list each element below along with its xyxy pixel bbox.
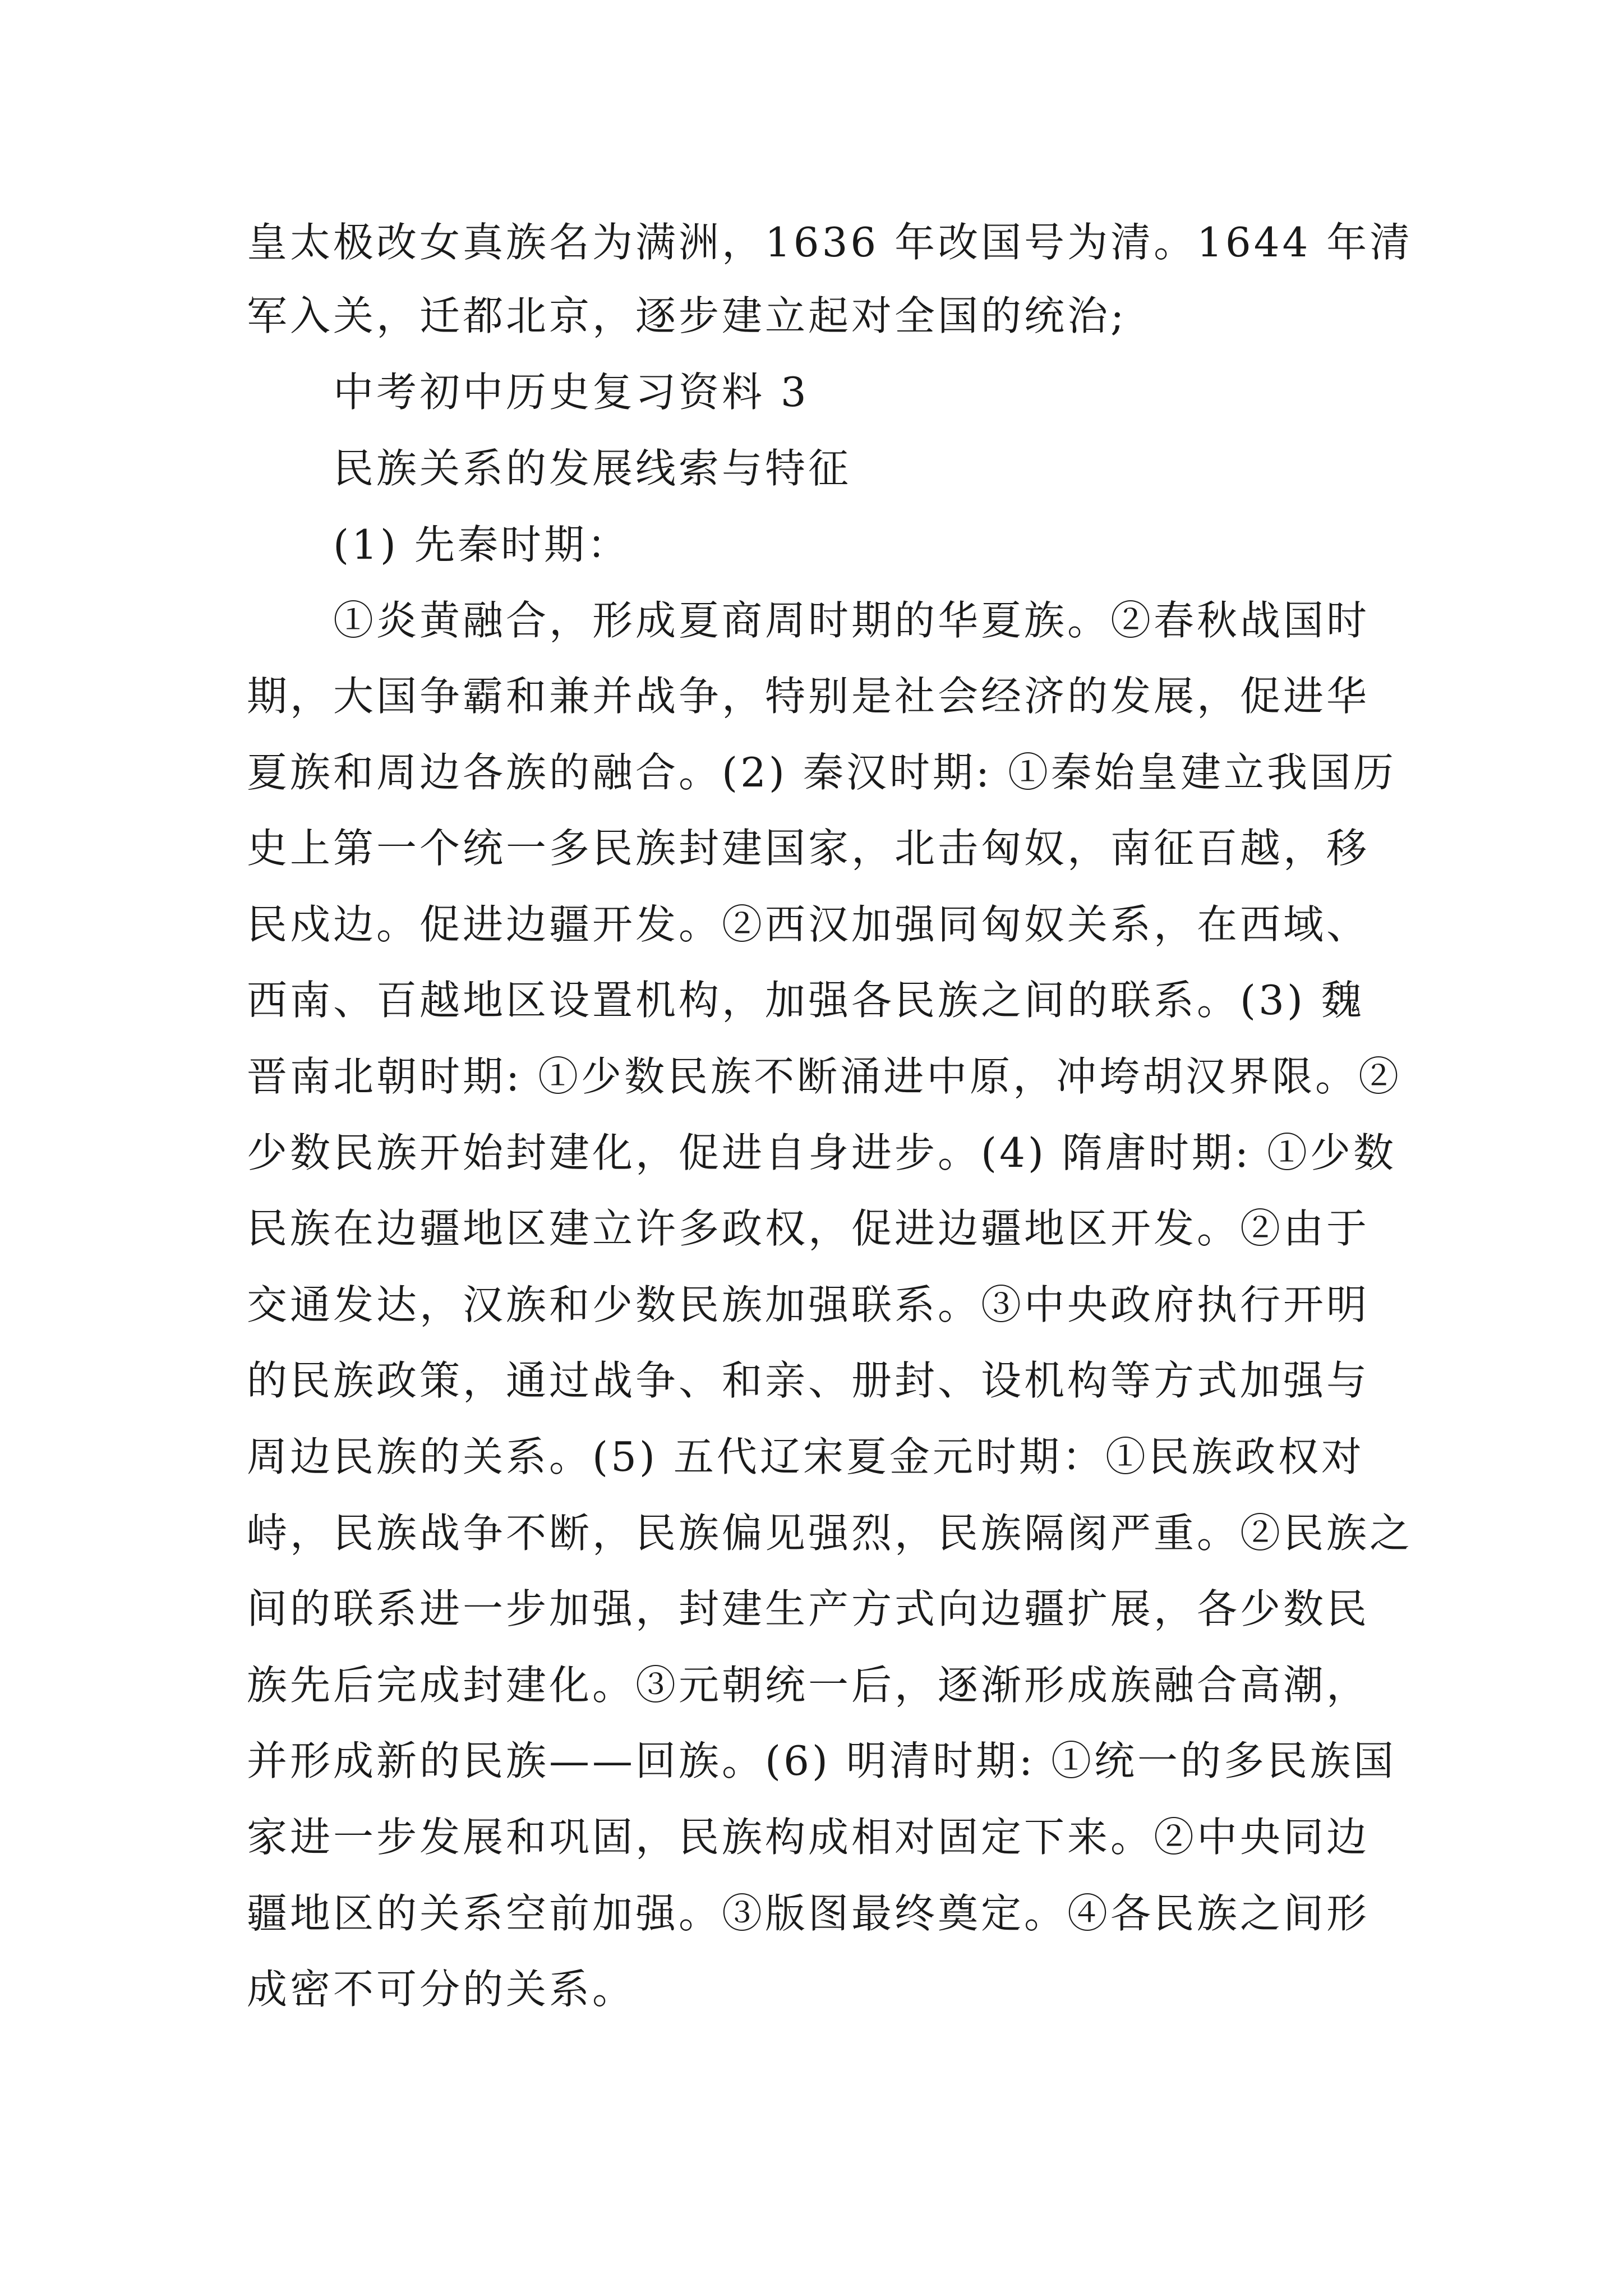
text-line: 皇太极改女真族名为满洲，1636 年改国号为清。1644 年清 [247,219,1413,266]
text-line: 间的联系进一步加强，封建生产方式向边疆扩展，各少数民 [247,1585,1370,1632]
text-line: 少数民族开始封建化，促进自身进步。(4) 隋唐时期: ①少数 [247,1129,1397,1176]
text-line: ①炎黄融合，形成夏商周时期的华夏族。②春秋战国时 [333,597,1370,644]
text-line: 交通发达，汉族和少数民族加强联系。③中央政府执行开明 [247,1281,1370,1328]
section-title: 中考初中历史复习资料 3 [333,369,809,416]
text-line: 民族在边疆地区建立许多政权，促进边疆地区开发。②由于 [247,1205,1370,1252]
text-line: 期，大国争霸和兼并战争，特别是社会经济的发展，促进华 [247,673,1370,720]
text-line: 夏族和周边各族的融合。(2) 秦汉时期: ①秦始皇建立我国历 [247,749,1397,796]
text-line: 的民族政策，通过战争、和亲、册封、设机构等方式加强与 [247,1357,1370,1404]
text-line: 军入关，迁都北京，逐步建立起对全国的统治; [247,292,1127,339]
text-line: 西南、百越地区设置机构，加强各民族之间的联系。(3) 魏 [247,977,1364,1024]
subsection-heading: (1) 先秦时期： [333,521,630,568]
text-line: 家进一步发展和巩固，民族构成相对固定下来。②中央同边 [247,1814,1370,1861]
text-line: 成密不可分的关系。 [247,1966,636,2013]
text-line: 并形成新的民族——回族。(6) 明清时期: ①统一的多民族国 [247,1737,1397,1784]
text-line: 史上第一个统一多民族封建国家，北击匈奴，南征百越，移 [247,825,1370,872]
text-line: 族先后完成封建化。③元朝统一后，逐渐形成族融合高潮， [247,1662,1370,1709]
text-line: 晋南北朝时期: ①少数民族不断涌进中原，冲垮胡汉界限。② [247,1053,1402,1100]
text-line: 疆地区的关系空前加强。③版图最终奠定。④各民族之间形 [247,1890,1370,1937]
section-heading: 民族关系的发展线索与特征 [333,445,852,492]
text-line: 峙，民族战争不断，民族偏见强烈，民族隔阂严重。②民族之 [247,1510,1413,1557]
text-line: 周边民族的关系。(5) 五代辽宋夏金元时期：①民族政权对 [247,1433,1364,1480]
text-line: 民戍边。促进边疆开发。②西汉加强同匈奴关系，在西域、 [247,901,1370,948]
